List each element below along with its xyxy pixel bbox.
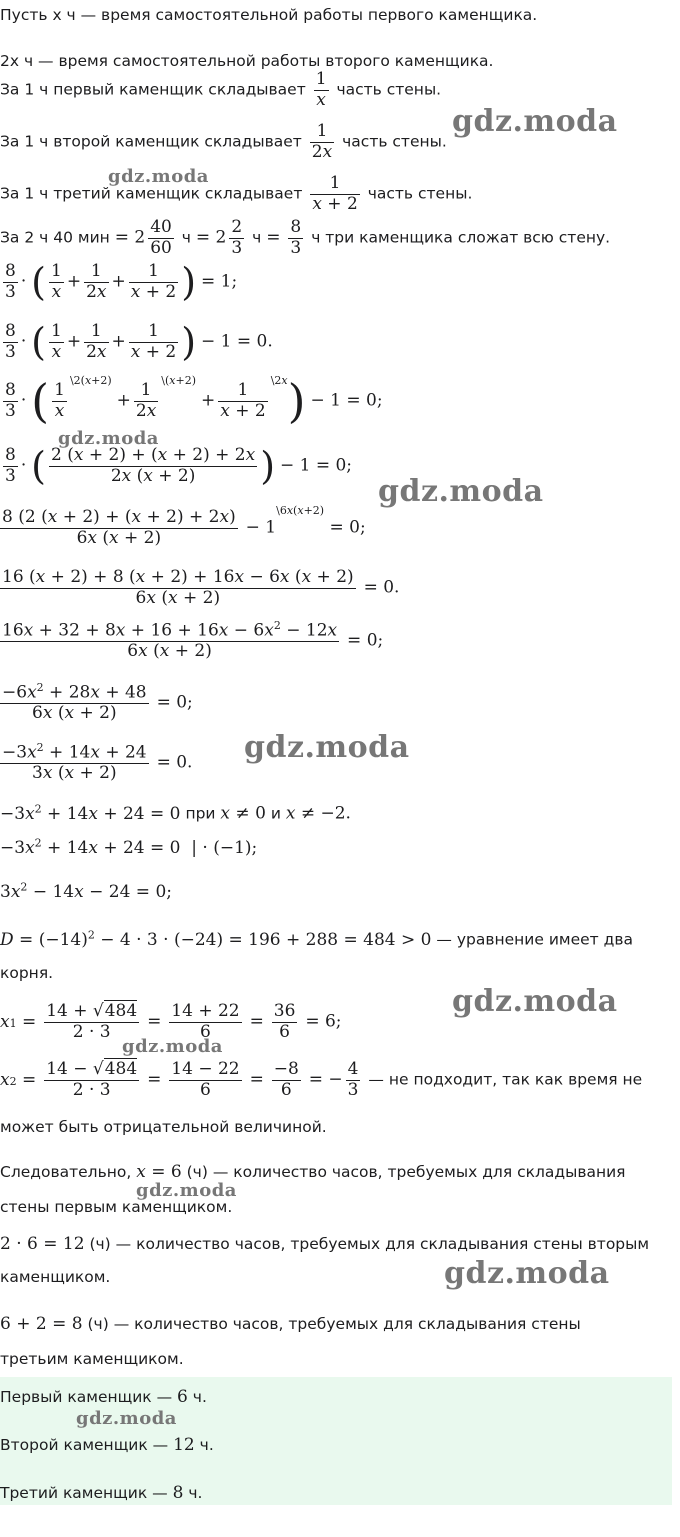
watermark: gdz.moda xyxy=(122,1036,223,1057)
fraction-1-over-2x: $\frac{1}{2x}$ xyxy=(311,121,333,162)
conclusion-second-cont: каменщиком. xyxy=(0,1268,111,1286)
answer-second: Второй каменщик — 12 ч. xyxy=(0,1435,214,1455)
equation-5: $\frac{8 (2 (x + 2) + (x + 2) + 2x)}{6x (x + 2)}$ − $1^{\backslash 6x(x+2)} = 0$; xyxy=(2,504,366,548)
equation-12: $3x^2 - 14x - 24 = 0$; xyxy=(0,880,172,902)
watermark: gdz.moda xyxy=(108,166,209,187)
conclusion-first: Следовательно, x = 6 (ч) — количество часов, требуемых для складывания xyxy=(0,1162,626,1182)
discriminant-line: $D = (-14)^2 - 4 \cdot 3 \cdot (-24) = 196 + 288 = 484 > 0$ — уравнение имеет два xyxy=(0,928,633,950)
statement-line-2: 2x ч — время самостоятельной работы второго каменщика. xyxy=(0,52,494,70)
equation-1: $\frac{8}{3}$ · ( $\frac{1}{x}$ + $\frac{1}{2x}$ + $\frac{1}{x + 2}$ ) = 1; xyxy=(5,260,238,305)
equation-3: $\frac{8}{3}$ · ( $\frac{1}{x}$ $^{\backslash 2(x+2)}$ + $\frac{1}{2x}$ $^{\backslash(x+2)}$ + $\frac{1}{x + 2}$ $^{\backslash 2x}$) − 1 = 0; xyxy=(5,374,383,428)
answer-block xyxy=(0,1377,672,1505)
equation-11: $-3x^2 + 14x + 24 = 0$ | · (−1); xyxy=(0,836,258,858)
watermark: gdz.moda xyxy=(244,730,410,765)
equation-2: $\frac{8}{3}$ · ( $\frac{1}{x}$ + $\frac{1}{2x}$ + $\frac{1}{x + 2}$ ) − 1 = 0. xyxy=(5,320,273,365)
watermark: gdz.moda xyxy=(76,1408,177,1429)
watermark: gdz.moda xyxy=(136,1180,237,1201)
equation-8: $\frac{-6x^2 + 28x + 48}{6x (x + 2)}$ = 0; xyxy=(2,681,193,724)
conclusion-second: 2 · 6 = 12 (ч) — количество часов, требуемых для складывания стены вторым xyxy=(0,1234,650,1254)
equation-6: $\frac{16 (x + 2) + 8 (x + 2) + 16x - 6x (x + 2)}{6x (x + 2)}$ = 0. xyxy=(2,567,400,608)
statement-line-3: За 1 ч первый каменщик складывает $\frac{1}{x}$ часть стены. xyxy=(0,69,442,110)
root-x2-cont: может быть отрицательной величиной. xyxy=(0,1118,327,1136)
statement-line-1: Пусть x ч — время самостоятельной работы первого каменщика. xyxy=(0,6,538,24)
equation-7: $\frac{16x + 32 + 8x + 16 + 16x - 6x^2 - 12x}{6x (x + 2)}$ = 0; xyxy=(2,619,384,662)
statement-line-6: За 2 ч 40 мин = 2 $\frac{40}{60}$ ч = 2 $\frac{2}{3}$ ч = $\frac{8}{3}$ ч три каменщика сложат всю стену. xyxy=(0,217,611,258)
watermark: gdz.moda xyxy=(452,984,618,1019)
root-x1: x1 = $\frac{14 + √484}{2 \cdot 3}$ = $\frac{14 + 22}{6}$ = $\frac{36}{6}$ = 6; xyxy=(0,1001,342,1042)
watermark: gdz.moda xyxy=(58,428,159,449)
conclusion-third-cont: третьим каменщиком. xyxy=(0,1350,184,1368)
fraction-1-over-x: $\frac{1}{x}$ xyxy=(315,69,327,110)
equation-9: $\frac{-3x^2 + 14x + 24}{3x (x + 2)}$ = 0. xyxy=(2,741,193,784)
discriminant-line-cont: корня. xyxy=(0,964,54,982)
equation-10: $-3x^2 + 14x + 24 = 0$ при x ≠ 0 и x ≠ −2. xyxy=(0,802,351,824)
conclusion-third: 6 + 2 = 8 (ч) — количество часов, требуемых для складывания стены xyxy=(0,1314,581,1334)
answer-third: Третий каменщик — 8 ч. xyxy=(0,1483,203,1503)
watermark: gdz.moda xyxy=(452,104,618,139)
conclusion-first-cont: стены первым каменщиком. xyxy=(0,1198,233,1216)
watermark: gdz.moda xyxy=(444,1256,610,1291)
root-x2: x2 = $\frac{14 - √484}{2 \cdot 3}$ = $\frac{14 - 22}{6}$ = $\frac{-8}{6}$ = − $\frac{4}{3}$ — не подходит, так как время не xyxy=(0,1059,643,1100)
equation-4: $\frac{8}{3}$ · ( $\frac{2 (x + 2) + (x + 2) + 2x}{2x (x + 2)}$ ) − 1 = 0; xyxy=(5,444,353,489)
statement-line-5: За 1 ч третий каменщик складывает $\frac{1}{x + 2}$ часть стены. xyxy=(0,173,473,214)
answer-first: Первый каменщик — 6 ч. xyxy=(0,1387,207,1407)
fraction-1-over-x-plus-2: $\frac{1}{x + 2}$ xyxy=(312,173,358,214)
watermark: gdz.moda xyxy=(378,474,544,509)
statement-line-4: За 1 ч второй каменщик складывает $\frac{1}{2x}$ часть стены. xyxy=(0,121,447,162)
